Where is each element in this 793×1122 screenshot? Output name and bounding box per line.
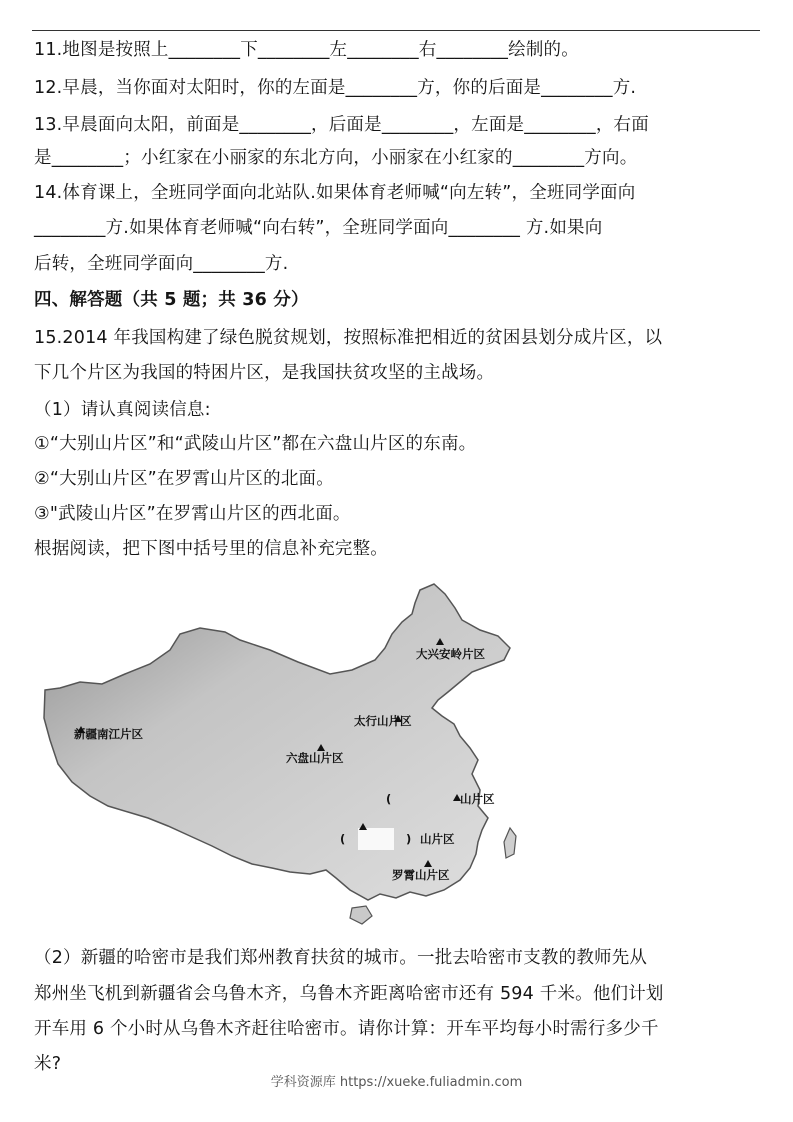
info-2: ②“大别山片区”在罗霄山片区的北面。	[34, 469, 334, 489]
blank-cover	[358, 828, 394, 850]
label-daxinganling: 大兴安岭片区	[416, 647, 485, 661]
part-2-line-3: 开车用 6 个小时从乌鲁木齐赶往哈密市。请你计算：开车平均每小时需行多少千	[34, 1019, 659, 1039]
map-outline	[44, 584, 510, 900]
taiwan-island	[504, 828, 516, 858]
part-2-line-4: 米?	[34, 1054, 62, 1074]
info-1: ①“大别山片区”和“武陵山片区”都在六盘山片区的东南。	[34, 434, 477, 454]
label-luoxiao: 罗霄山片区	[392, 868, 450, 882]
question-13-line-2: 是________；小红家在小丽家的东北方向，小丽家在小红家的________方向。	[34, 148, 638, 168]
question-11: 11.地图是按照上________下________左________右________绘制的。	[34, 40, 579, 60]
question-14-line-3: 后转，全班同学面向________方.	[34, 254, 289, 274]
part-2-line-2: 郑州坐飞机到新疆省会乌鲁木齐，乌鲁木齐距离哈密市还有 594 千米。他们计划	[34, 984, 664, 1004]
label-blank-lower: 山片区	[420, 832, 455, 846]
part-1-title: （1）请认真阅读信息:	[34, 400, 211, 420]
blank-paren-upper: (	[386, 792, 392, 806]
question-15-line-1: 15.2014 年我国构建了绿色脱贫规划，按照标准把相近的贫困县划分成片区，以	[34, 328, 663, 348]
question-12: 12.早晨，当你面对太阳时，你的左面是________方，你的后面是________方.	[34, 78, 637, 98]
label-blank-upper: 山片区	[460, 792, 495, 806]
top-rule	[32, 30, 760, 31]
footer-source: 学科资源库 https://xueke.fuliadmin.com	[270, 1075, 523, 1090]
china-poverty-map	[40, 578, 540, 940]
question-14-line-1: 14.体育课上，全班同学面向北站队.如果体育老师喊“向左转”，全班同学面向	[34, 183, 636, 203]
hainan-island	[350, 906, 372, 924]
part-2-line-1: （2）新疆的哈密市是我们郑州教育扶贫的城市。一批去哈密市支教的教师先从	[34, 948, 648, 968]
question-15-line-2: 下几个片区为我国的特困片区，是我国扶贫攻坚的主战场。	[34, 363, 495, 383]
section-4-heading: 四、解答题（共 5 题；共 36 分）	[34, 290, 309, 310]
label-taihang: 太行山片区	[354, 714, 412, 728]
map-instruction: 根据阅读，把下图中括号里的信息补充完整。	[34, 539, 388, 559]
label-xinjiang: 新疆南江片区	[74, 727, 143, 741]
blank-paren-lower: (	[340, 832, 346, 846]
question-13-line-1: 13.早晨面向太阳，前面是________，后面是________，左面是________，右面	[34, 115, 649, 135]
blank-paren-lower-close: )	[406, 832, 412, 846]
question-14-line-2: ________方.如果体育老师喊“向右转”，全班同学面向________ 方.如果向	[34, 218, 603, 238]
label-liupan: 六盘山片区	[286, 751, 344, 765]
info-3: ③"武陵山片区”在罗霄山片区的西北面。	[34, 504, 351, 524]
